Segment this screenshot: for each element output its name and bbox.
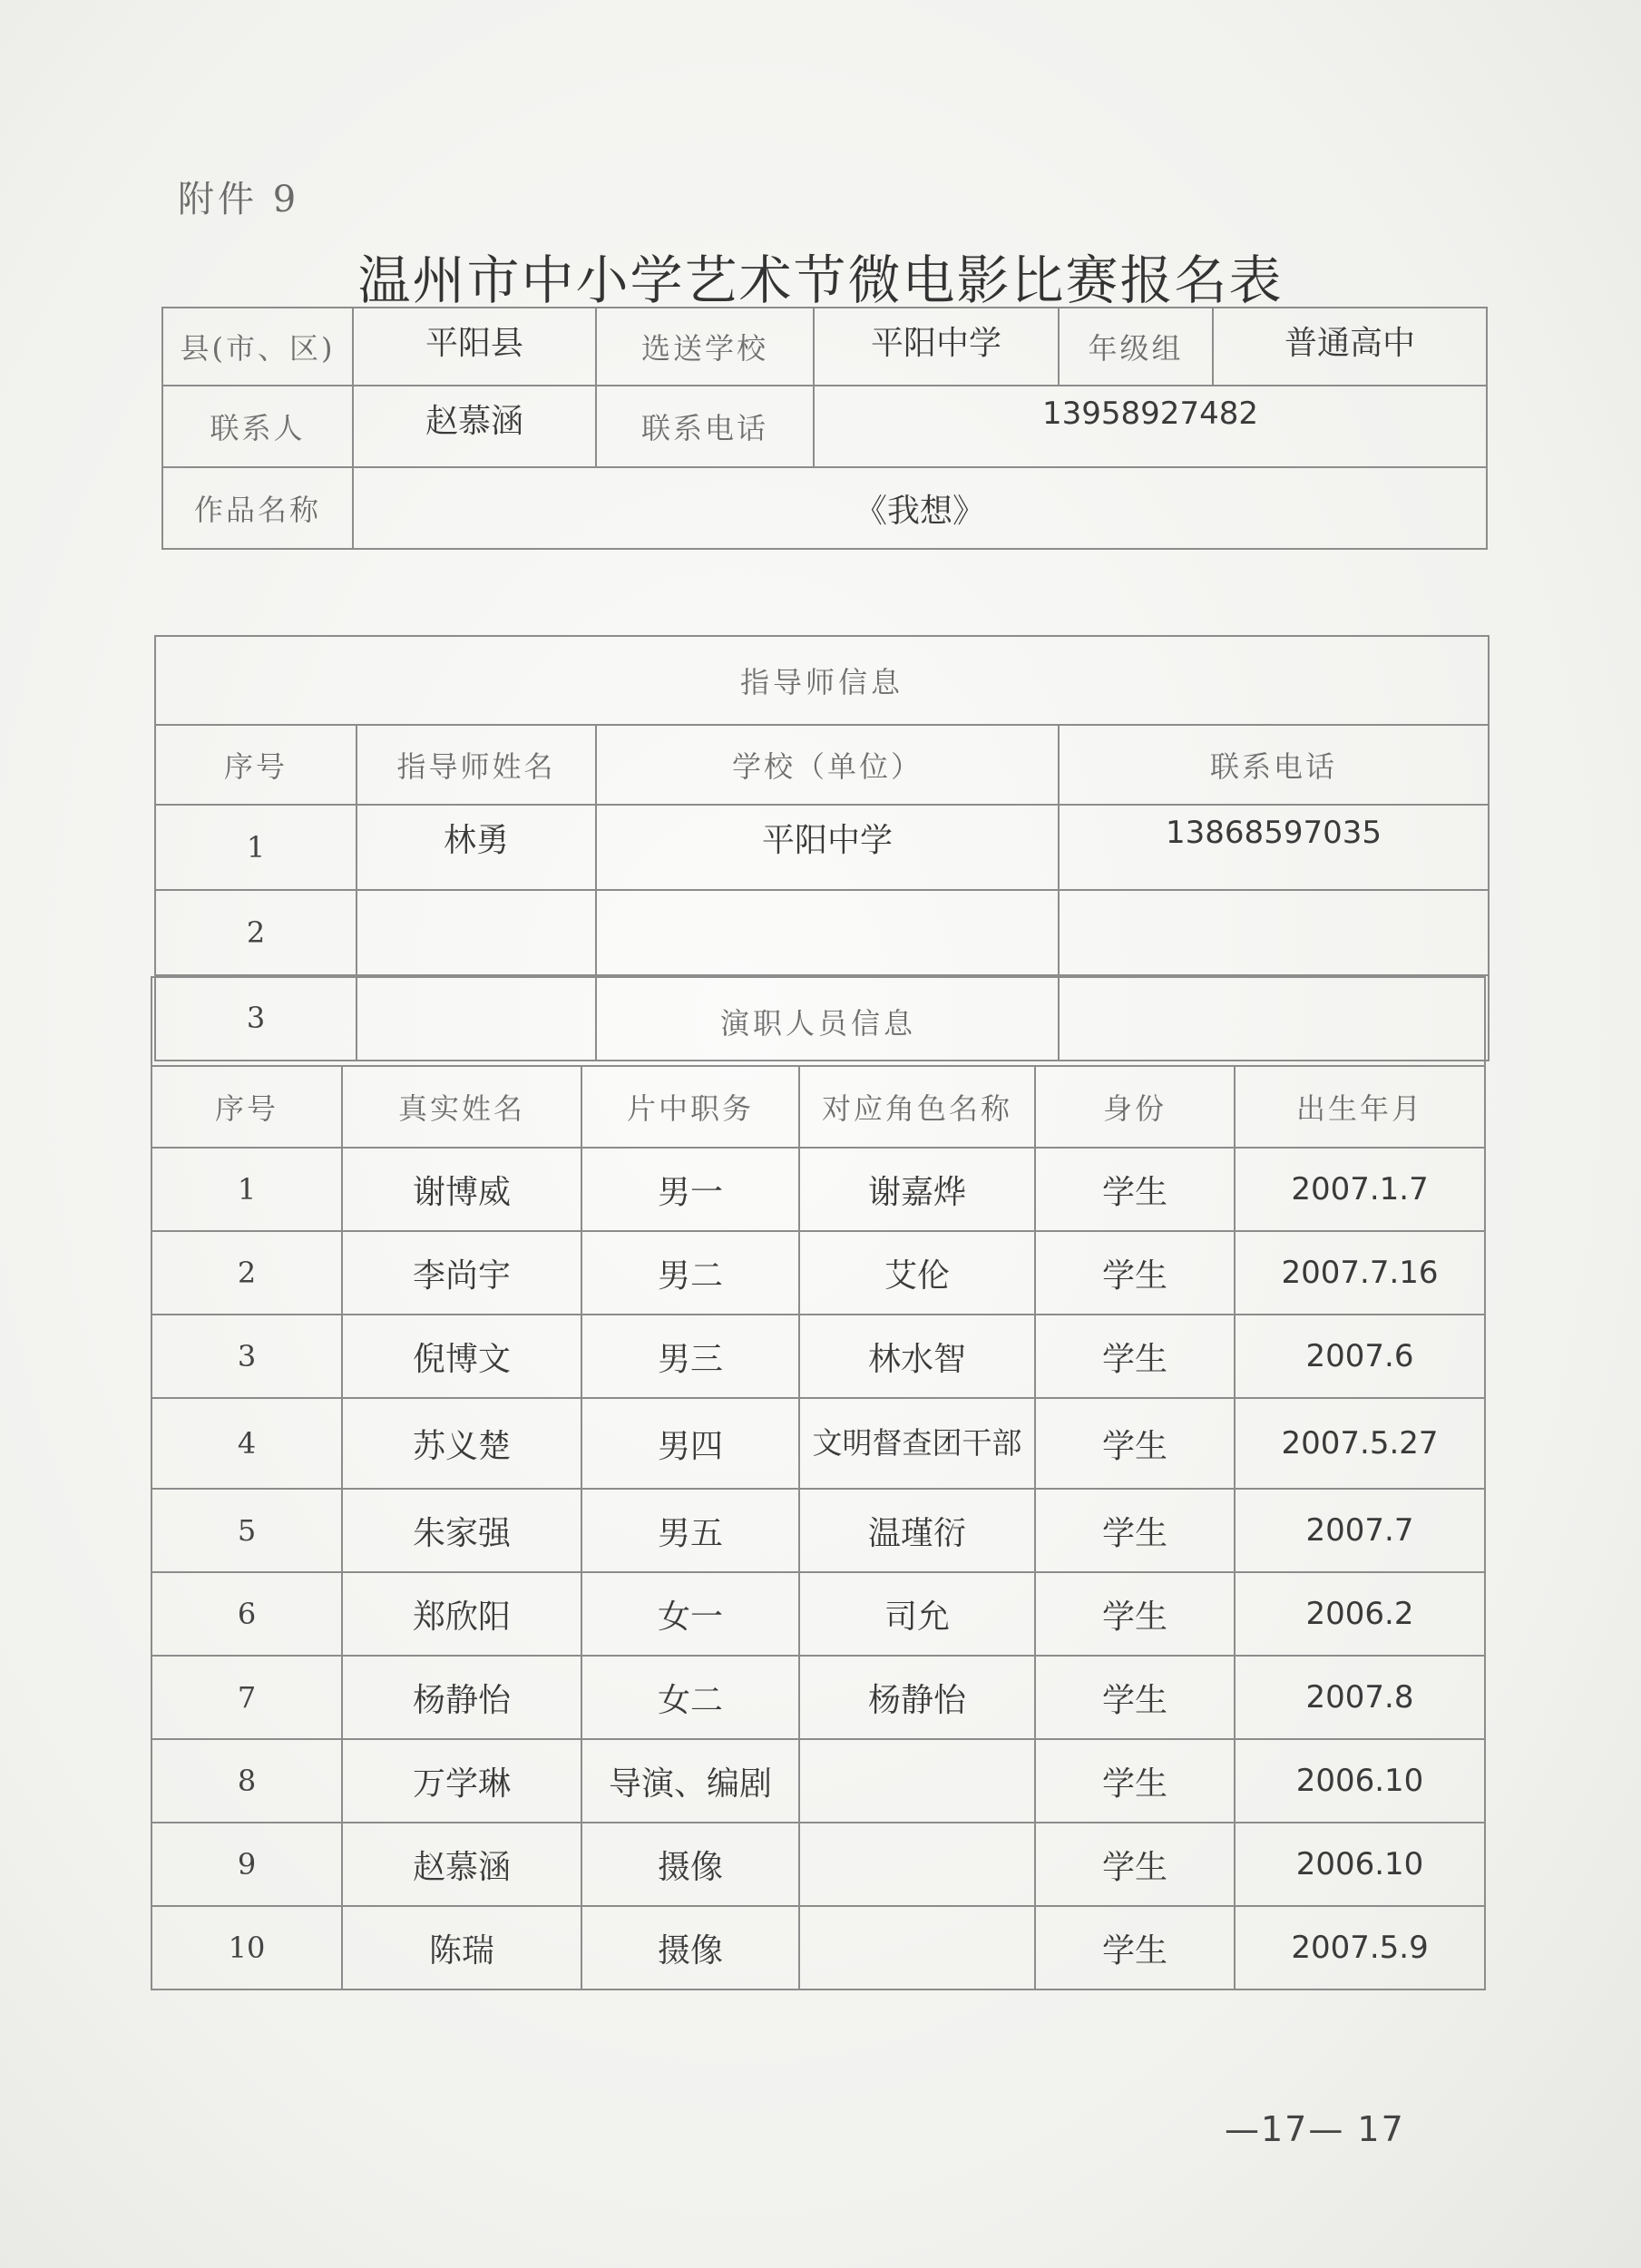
- cast-role: [799, 1906, 1035, 1989]
- instructor-seq: 3: [155, 975, 357, 1061]
- instructor-phone: [1059, 890, 1489, 975]
- form-title: 温州市中小学艺术节微电影比赛报名表: [357, 249, 1284, 311]
- cast-birth: 2007.7: [1235, 1489, 1485, 1572]
- table-row: [151, 1739, 1485, 1823]
- cast-duty: 男一: [581, 1148, 799, 1231]
- cast-duty: 导演、编剧: [581, 1739, 799, 1823]
- table-row: [151, 1315, 1485, 1398]
- table-row: [151, 1398, 1485, 1489]
- cast-role: 司允: [799, 1572, 1035, 1656]
- instructor-seq: 2: [155, 890, 357, 975]
- cast-seq: 3: [151, 1315, 342, 1398]
- cast-birth: 2006.2: [1235, 1572, 1485, 1656]
- cast-identity: 学生: [1035, 1656, 1235, 1739]
- cast-seq: 10: [151, 1906, 342, 1989]
- cast-duty: 女二: [581, 1656, 799, 1739]
- cast-identity: 学生: [1035, 1315, 1235, 1398]
- cast-identity: 学生: [1035, 1231, 1235, 1315]
- cast-identity: 学生: [1035, 1148, 1235, 1231]
- cast-role: [799, 1739, 1035, 1823]
- cast-name: 陈瑞: [342, 1906, 581, 1989]
- cast-header-role: 对应角色名称: [799, 1066, 1035, 1148]
- work-label: 作品名称: [162, 467, 353, 549]
- cast-name: 李尚宇: [342, 1231, 581, 1315]
- basic-info-table: [161, 307, 1488, 550]
- cast-seq: 7: [151, 1656, 342, 1739]
- table-row: [151, 1231, 1485, 1315]
- cast-identity: 学生: [1035, 1823, 1235, 1906]
- instructor-header-school: 学校（单位）: [596, 725, 1059, 805]
- cast-seq: 8: [151, 1739, 342, 1823]
- contact-label: 联系人: [162, 386, 353, 467]
- instructor-school: [596, 890, 1059, 975]
- instructor-seq: 1: [155, 805, 357, 890]
- cast-identity: 学生: [1035, 1739, 1235, 1823]
- contact-value: 赵慕涵: [353, 386, 596, 467]
- cast-identity: 学生: [1035, 1906, 1235, 1989]
- table-row: [155, 890, 1489, 975]
- table-row: [151, 1906, 1485, 1989]
- attachment-label: 附件 9: [178, 179, 300, 220]
- school-value: 平阳中学: [814, 308, 1059, 386]
- cast-section-title: 演职人员信息: [151, 977, 1485, 1066]
- cast-identity: 学生: [1035, 1398, 1235, 1489]
- cast-seq: 6: [151, 1572, 342, 1656]
- instructor-name: 林勇: [357, 805, 596, 890]
- cast-role: 杨静怡: [799, 1656, 1035, 1739]
- instructor-header-name: 指导师姓名: [357, 725, 596, 805]
- cast-duty: 女一: [581, 1572, 799, 1656]
- cast-birth: 2007.5.27: [1235, 1398, 1485, 1489]
- instructor-school: 平阳中学: [596, 805, 1059, 890]
- cast-duty: 男二: [581, 1231, 799, 1315]
- cast-birth: 2006.10: [1235, 1739, 1485, 1823]
- cast-birth: 2007.7.16: [1235, 1231, 1485, 1315]
- page-number: —17— 17: [1225, 2109, 1405, 2149]
- county-value: 平阳县: [353, 308, 596, 386]
- cast-duty: 男三: [581, 1315, 799, 1398]
- work-title-value: 《我想》: [353, 467, 1487, 549]
- cast-header-identity: 身份: [1035, 1066, 1235, 1148]
- phone-label: 联系电话: [596, 386, 814, 467]
- cast-duty: 男四: [581, 1398, 799, 1489]
- cast-identity: 学生: [1035, 1572, 1235, 1656]
- cast-birth: 2007.8: [1235, 1656, 1485, 1739]
- cast-role: [799, 1823, 1035, 1906]
- cast-seq: 4: [151, 1398, 342, 1489]
- cast-role: 艾伦: [799, 1231, 1035, 1315]
- cast-duty: 摄像: [581, 1906, 799, 1989]
- cast-seq: 1: [151, 1148, 342, 1231]
- grade-label: 年级组: [1059, 308, 1213, 386]
- cast-role: 林水智: [799, 1315, 1035, 1398]
- cast-role: 文明督查团干部: [799, 1398, 1035, 1489]
- cast-duty: 摄像: [581, 1823, 799, 1906]
- instructor-section-title: 指导师信息: [155, 636, 1489, 725]
- cast-name: 赵慕涵: [342, 1823, 581, 1906]
- cast-birth: 2007.5.9: [1235, 1906, 1485, 1989]
- table-row: [151, 1148, 1485, 1231]
- cast-identity: 学生: [1035, 1489, 1235, 1572]
- school-label: 选送学校: [596, 308, 814, 386]
- cast-header-seq: 序号: [151, 1066, 342, 1148]
- cast-header-duty: 片中职务: [581, 1066, 799, 1148]
- table-row: [151, 1823, 1485, 1906]
- cast-name: 郑欣阳: [342, 1572, 581, 1656]
- cast-name: 谢博威: [342, 1148, 581, 1231]
- cast-header-name: 真实姓名: [342, 1066, 581, 1148]
- cast-table: [151, 976, 1486, 1990]
- grade-value: 普通高中: [1213, 308, 1487, 386]
- cast-name: 朱家强: [342, 1489, 581, 1572]
- cast-seq: 9: [151, 1823, 342, 1906]
- contact-phone-value: 13958927482: [814, 386, 1487, 467]
- cast-name: 苏义楚: [342, 1398, 581, 1489]
- table-row: [151, 1656, 1485, 1739]
- cast-role: 谢嘉烨: [799, 1148, 1035, 1231]
- cast-birth: 2007.1.7: [1235, 1148, 1485, 1231]
- instructor-header-seq: 序号: [155, 725, 357, 805]
- cast-duty: 男五: [581, 1489, 799, 1572]
- cast-seq: 5: [151, 1489, 342, 1572]
- cast-header-birth: 出生年月: [1235, 1066, 1485, 1148]
- cast-seq: 2: [151, 1231, 342, 1315]
- table-row: [151, 1572, 1485, 1656]
- county-label: 县(市、区): [162, 308, 353, 386]
- table-row: [151, 1489, 1485, 1572]
- cast-role: 温瑾衍: [799, 1489, 1035, 1572]
- table-row: [155, 805, 1489, 890]
- cast-name: 杨静怡: [342, 1656, 581, 1739]
- cast-name: 万学琳: [342, 1739, 581, 1823]
- instructor-phone: 13868597035: [1059, 805, 1489, 890]
- cast-birth: 2006.10: [1235, 1823, 1485, 1906]
- instructor-name: [357, 890, 596, 975]
- instructor-header-phone: 联系电话: [1059, 725, 1489, 805]
- cast-name: 倪博文: [342, 1315, 581, 1398]
- cast-birth: 2007.6: [1235, 1315, 1485, 1398]
